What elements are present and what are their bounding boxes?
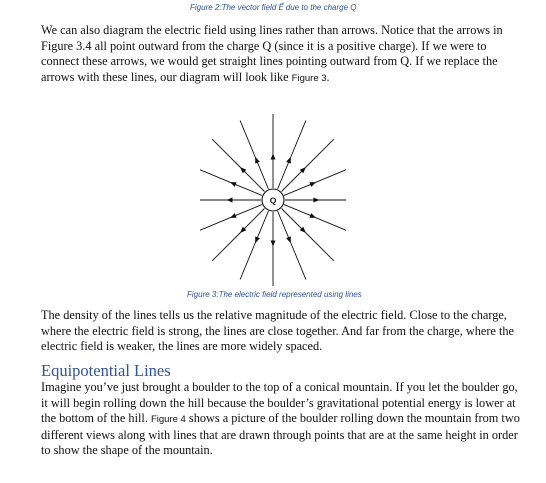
field-line-2-outer (316, 218, 347, 233)
field-line-4-outer (291, 243, 306, 280)
field-line-14-outer (291, 121, 306, 158)
paragraph-text: We can also diagram the electric field using lines rather than arrows. Notice that the arrows in Figure 3.4 all point outward from the charge Q (since it is a positive charge). If we were to connect these arrows, we would get straight lines pointing outward from Q. If we replace the arrows with these lines, our diagram will look like (41, 23, 503, 84)
charge-label: Q (269, 195, 277, 206)
field-line-12-outer (240, 121, 255, 158)
section-heading: Equipotential Lines (41, 361, 171, 380)
field-line-7-outer (212, 233, 240, 261)
figure-3-reference: Figure 3 (291, 72, 327, 84)
field-line-6-outer (240, 243, 255, 280)
field-line-8-outer (200, 218, 231, 233)
field-line-15-outer (306, 139, 334, 167)
electric-field-diagram (200, 112, 346, 288)
paragraph-line-density: The density of the lines tells us the relative magnitude of the electric field. Close to the charge, where the electric field is strong, the lines are close together. And far from the charge, where the electric field is weaker, the lines are more widely spaced. (41, 308, 515, 354)
figure-3-caption: Figure 3:The electric field represented using lines (187, 290, 362, 299)
field-line-10-outer (200, 167, 231, 182)
paragraph-boulder (41, 380, 521, 459)
paragraph-field-lines (41, 23, 521, 86)
paragraph-end: . (326, 69, 330, 84)
paragraph-text-before: Imagine you’ve just brought a boulder to the top of a conical mountain. If you let the boulder go, it will begin rolling down the hill because the boulder’s gravitational potential energy is lower at the bottom of the hill. (41, 380, 518, 426)
field-line-16-outer (316, 167, 347, 182)
field-line-11-outer (212, 139, 240, 167)
figure-4-reference: Figure 4 (150, 414, 186, 426)
figure-2-caption: Figure 2:The vector field E⃗ due to the charge Q (190, 3, 357, 12)
field-line-3-outer (306, 233, 334, 261)
paragraph-text-after: shows a picture of the boulder rolling down the mountain from two different views along with lines that are drawn through points that are at the same height in order to show the shape of the mountain. (41, 411, 520, 458)
